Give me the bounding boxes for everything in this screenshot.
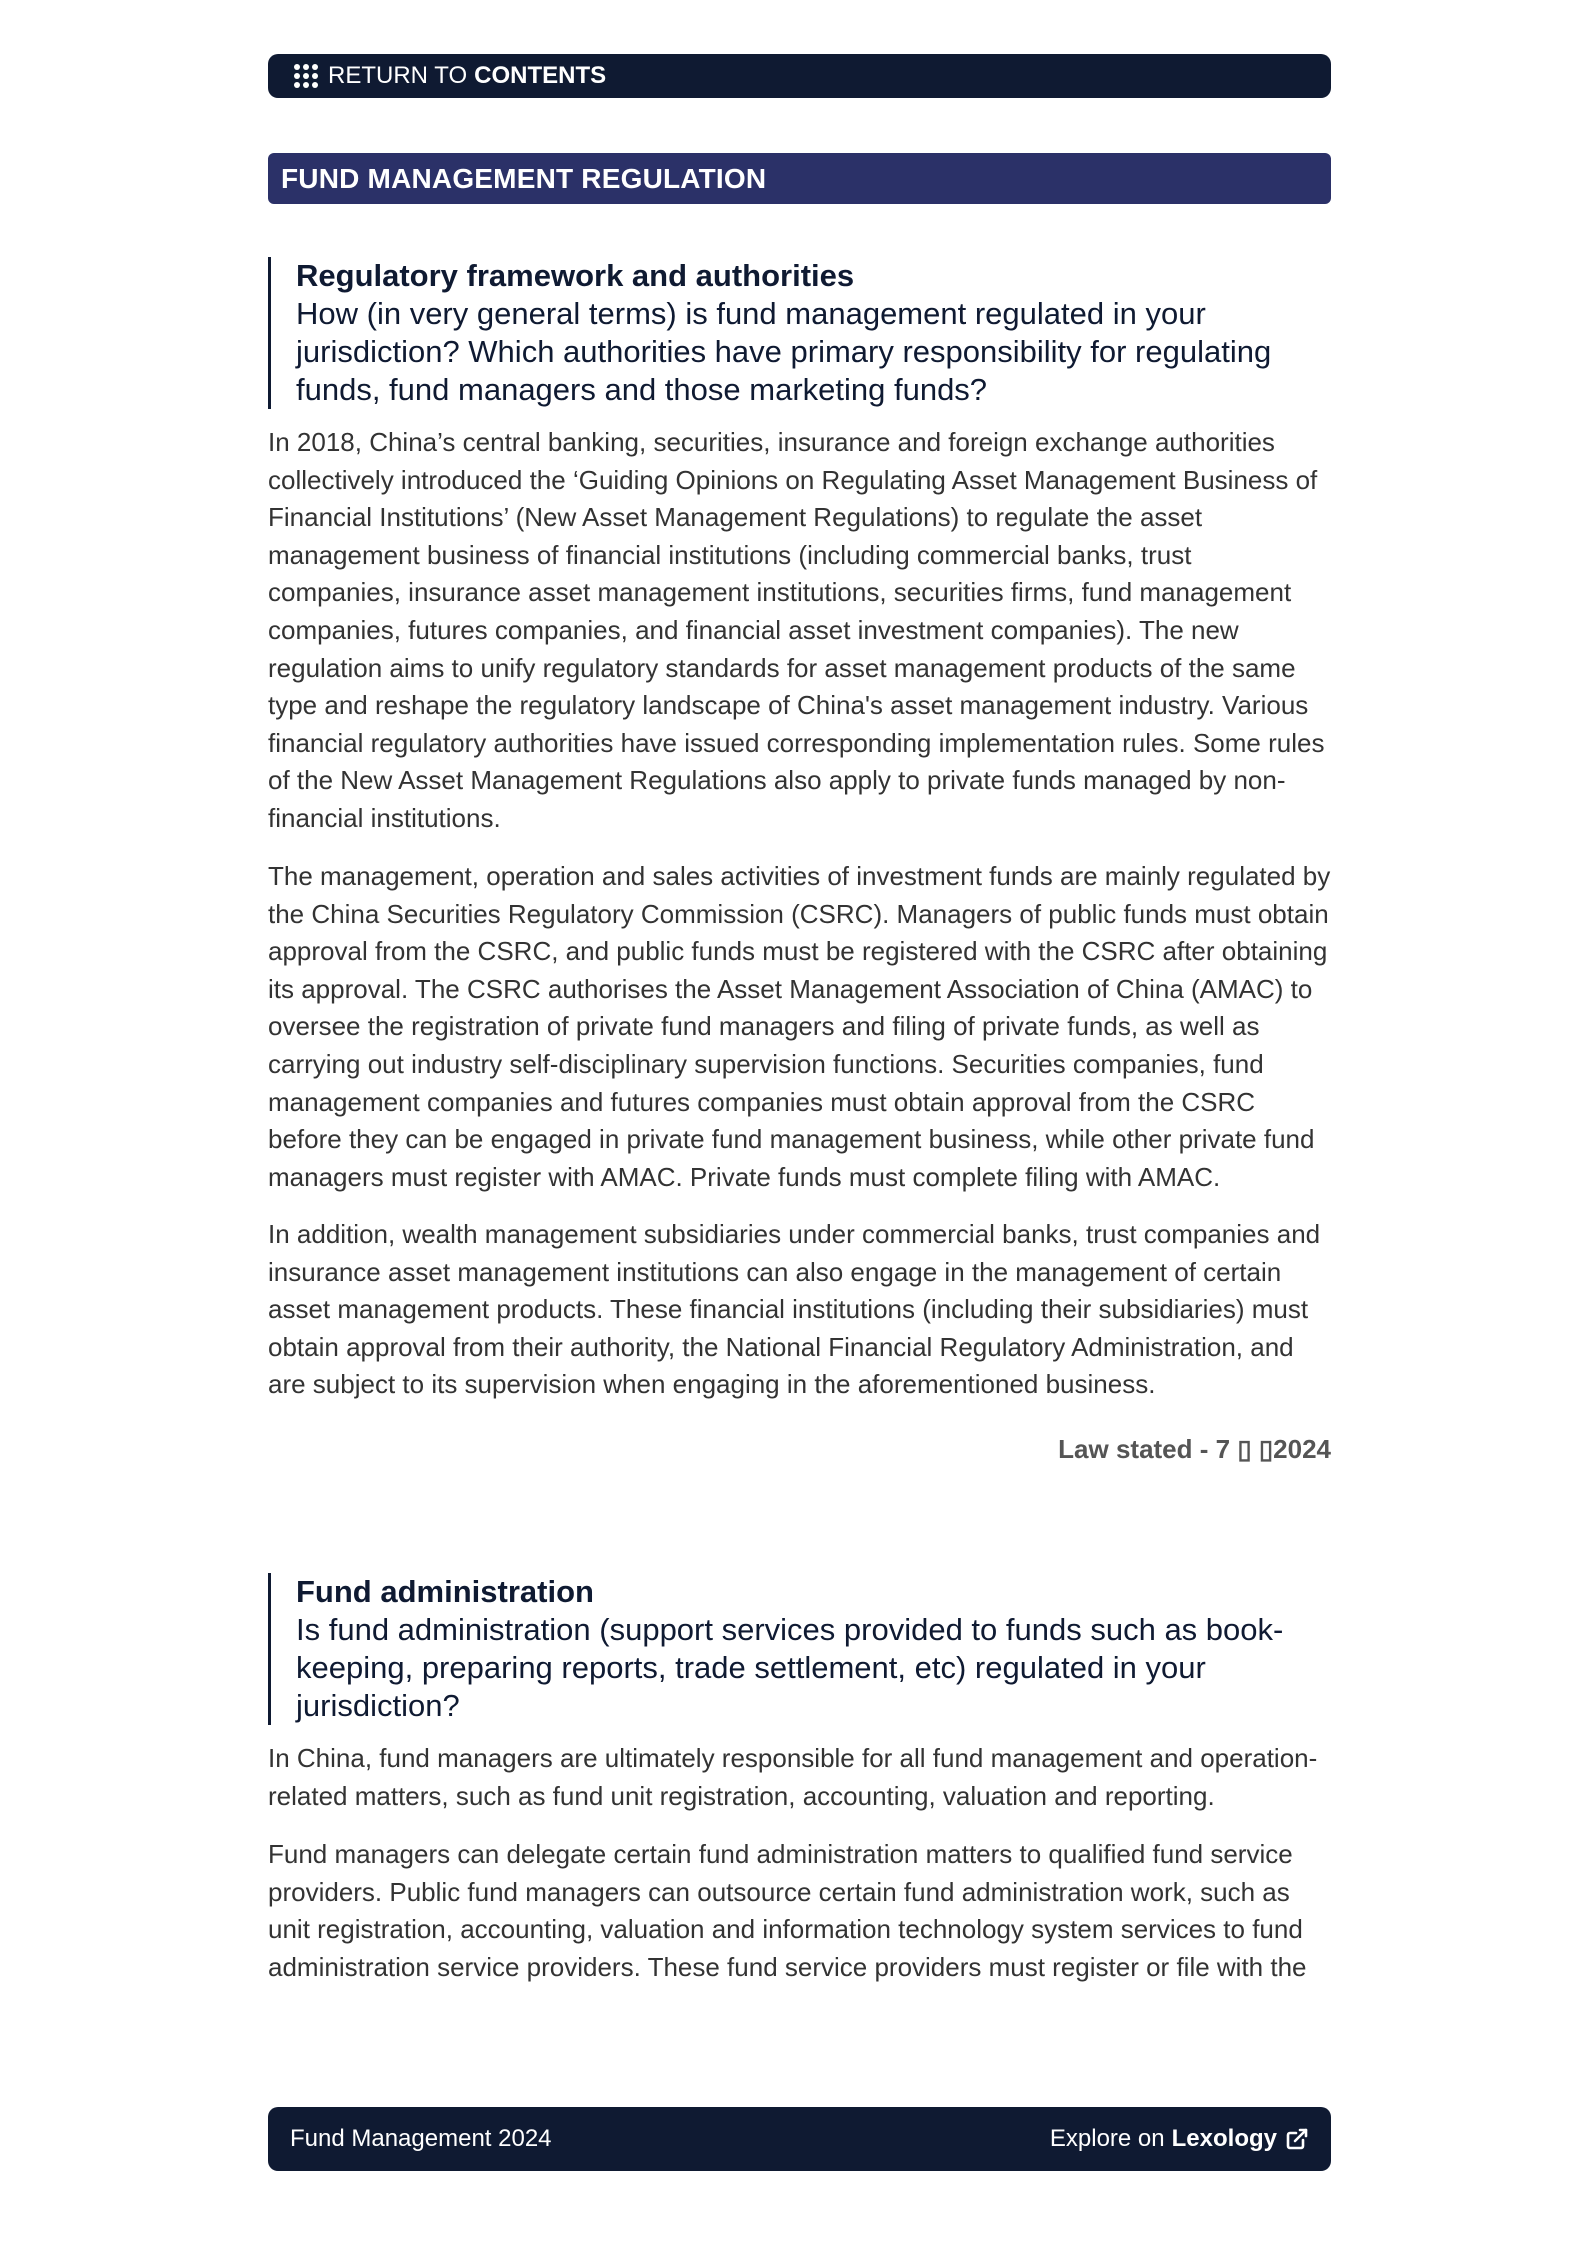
question-block-fund-administration: [268, 1573, 1331, 1725]
section-banner: [268, 153, 1331, 204]
answer-paragraph: In 2018, China’s central banking, securities, insurance and foreign exchange authorities collectively introduced the ‘Guiding Opinions on Regulating Asset Management Business of Financial Institutions’ (New Asset Management Regulations) to regulate the asset management business of financial institutions (including commercial banks, trust companies, insurance asset management institutions, securities firms, fund management companies, futures companies, and financial asset investment companies). The new regulation aims to unify regulatory standards for asset management products of the same type and reshape the regulatory landscape of China's asset management industry. Various financial regulatory authorities have issued corresponding implementation rules. Some rules of the New Asset Management Regulations also apply to private funds managed by non-financial institutions.: [268, 427, 1325, 833]
return-to-contents-button[interactable]: [268, 54, 1331, 98]
law-stated-date: Law stated - 7 ▯ ▯2024: [1058, 1434, 1331, 1464]
lexology-brand: Lexology: [1171, 2125, 1277, 2152]
footer-title: Fund Management 2024: [290, 2125, 552, 2152]
question-title: Fund administration: [296, 1574, 594, 1609]
return-to-label: RETURN TO: [328, 62, 468, 89]
footer-bar: [268, 2107, 1331, 2171]
question-block-regulatory-framework: [268, 257, 1331, 409]
answer-paragraph: In China, fund managers are ultimately responsible for all fund management and operation-related matters, such as fund unit registration, accounting, valuation and reporting.: [268, 1743, 1318, 1811]
explore-on-lexology-link[interactable]: [1050, 2125, 1309, 2153]
question-title: Regulatory framework and authorities: [296, 258, 855, 293]
section-title: FUND MANAGEMENT REGULATION: [281, 162, 767, 194]
question-text: Is fund administration (support services provided to funds such as book-keeping, preparing reports, trade settlement, etc) regulated in your jurisdiction?: [296, 1612, 1284, 1723]
answer-paragraph: Fund managers can delegate certain fund administration matters to qualified fund service providers. Public fund managers can outsource certain fund administration work, such as unit registration, accounting, valuation and information technology system services to fund administration service providers. These fund service providers must register or file with the: [268, 1839, 1307, 1982]
question-text: How (in very general terms) is fund management regulated in your jurisdiction? Which authorities have primary responsibility for regulating funds, fund managers and those marketing funds?: [296, 296, 1272, 407]
external-link-icon: [1285, 2127, 1309, 2151]
explore-prefix: Explore on: [1049, 2125, 1165, 2152]
answer-paragraph: In addition, wealth management subsidiaries under commercial banks, trust companies and insurance asset management institutions can also engage in the management of certain asset management products. These financial institutions (including their subsidiaries) must obtain approval from their authority, the National Financial Regulatory Administration, and are subject to its supervision when engaging in the aforementioned business.: [268, 1219, 1321, 1400]
answer-paragraph: The management, operation and sales activities of investment funds are mainly regulated by the China Securities Regulatory Commission (CSRC). Managers of public funds must obtain approval from the CSRC, and public funds must be registered with the CSRC after obtaining its approval. The CSRC authorises the Asset Management Association of China (AMAC) to oversee the registration of private fund managers and filing of private funds, as well as carrying out industry self-disciplinary supervision functions. Securities companies, fund management companies and futures companies must obtain approval from the CSRC before they can be engaged in private fund management business, while other private fund managers must register with AMAC. Private funds must complete filing with AMAC.: [268, 861, 1331, 1192]
contents-label: CONTENTS: [474, 62, 607, 89]
grid-dots-icon: [294, 64, 318, 88]
